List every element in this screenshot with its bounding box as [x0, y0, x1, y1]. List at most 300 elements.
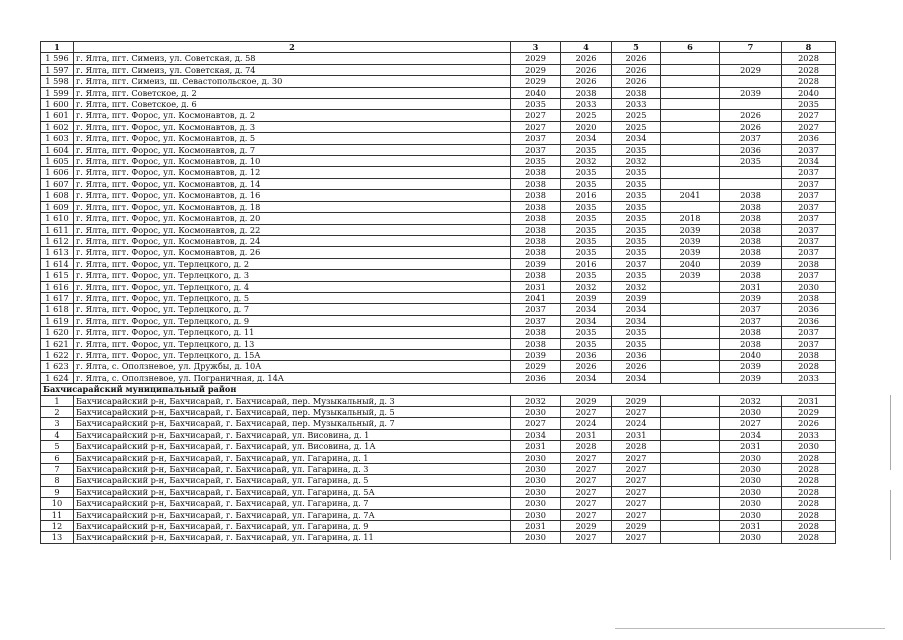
year-cell — [661, 372, 720, 383]
year-cell: 2033 — [561, 99, 612, 110]
section-title: Бахчисарайский муниципальный район — [41, 384, 836, 395]
year-cell: 2027 — [612, 509, 661, 520]
year-cell: 2026 — [612, 64, 661, 75]
address-cell: г. Ялта, пгт. Форос, ул. Терлецкого, д. 11 — [74, 327, 511, 338]
year-cell: 2028 — [782, 76, 836, 87]
year-cell: 2028 — [612, 441, 661, 452]
row-number-cell: 1 598 — [41, 76, 74, 87]
year-cell: 2033 — [782, 372, 836, 383]
year-cell: 2027 — [612, 498, 661, 509]
year-cell: 2027 — [612, 532, 661, 543]
year-cell: 2034 — [561, 315, 612, 326]
year-cell: 2025 — [612, 121, 661, 132]
address-cell: г. Ялта, пгт. Форос, ул. Терлецкого, д. 3 — [74, 270, 511, 281]
year-cell: 2034 — [561, 372, 612, 383]
address-cell: Бахчисарайский р-н, Бахчисарай, г. Бахчисарай, ул. Гагарина, д. 5 — [74, 475, 511, 486]
row-number-cell: 1 597 — [41, 64, 74, 75]
year-cell: 2026 — [612, 76, 661, 87]
row-number-cell: 1 616 — [41, 281, 74, 292]
year-cell — [661, 395, 720, 406]
row-number-cell: 1 611 — [41, 224, 74, 235]
year-cell — [661, 304, 720, 315]
table-row — [41, 395, 836, 406]
year-cell: 2028 — [782, 64, 836, 75]
year-cell: 2030 — [511, 407, 561, 418]
header-cell: 3 — [511, 42, 561, 53]
row-number-cell: 12 — [41, 521, 74, 532]
table-row — [41, 418, 836, 429]
table-row — [41, 349, 836, 360]
row-number-cell: 1 608 — [41, 190, 74, 201]
row-number-cell: 1 624 — [41, 372, 74, 383]
year-cell: 2027 — [511, 121, 561, 132]
table-row — [41, 201, 836, 212]
year-cell: 2026 — [720, 121, 782, 132]
header-cell: 5 — [612, 42, 661, 53]
year-cell: 2035 — [612, 167, 661, 178]
address-cell: г. Ялта, пгт. Советское, д. 6 — [74, 99, 511, 110]
row-number-cell: 8 — [41, 475, 74, 486]
year-cell: 2038 — [511, 338, 561, 349]
address-cell: Бахчисарайский р-н, Бахчисарай, г. Бахчисарай, ул. Гагарина, д. 9 — [74, 521, 511, 532]
year-cell — [661, 121, 720, 132]
row-number-cell: 1 618 — [41, 304, 74, 315]
year-cell: 2034 — [612, 304, 661, 315]
year-cell: 2030 — [720, 486, 782, 497]
year-cell: 2038 — [561, 87, 612, 98]
table-row — [41, 407, 836, 418]
address-cell: г. Ялта, пгт. Форос, ул. Терлецкого, д. 2 — [74, 258, 511, 269]
year-cell — [661, 407, 720, 418]
row-number-cell: 5 — [41, 441, 74, 452]
table-row — [41, 441, 836, 452]
year-cell: 2041 — [661, 190, 720, 201]
year-cell: 2034 — [511, 429, 561, 440]
year-cell: 2030 — [511, 475, 561, 486]
year-cell — [661, 178, 720, 189]
row-number-cell: 2 — [41, 407, 74, 418]
year-cell: 2018 — [661, 213, 720, 224]
year-cell: 2028 — [782, 475, 836, 486]
year-cell: 2027 — [612, 475, 661, 486]
year-cell: 2035 — [782, 99, 836, 110]
year-cell: 2038 — [720, 235, 782, 246]
table-row — [41, 327, 836, 338]
year-cell: 2030 — [511, 509, 561, 520]
table-row — [41, 315, 836, 326]
year-cell: 2038 — [720, 327, 782, 338]
row-number-cell: 6 — [41, 452, 74, 463]
year-cell: 2035 — [612, 224, 661, 235]
year-cell — [661, 315, 720, 326]
table-row — [41, 281, 836, 292]
year-cell: 2035 — [561, 247, 612, 258]
year-cell — [661, 521, 720, 532]
year-cell — [661, 498, 720, 509]
row-number-cell: 10 — [41, 498, 74, 509]
year-cell: 2036 — [720, 144, 782, 155]
address-cell: г. Ялта, пгт. Форос, ул. Космонавтов, д. 14 — [74, 178, 511, 189]
table-row — [41, 224, 836, 235]
year-cell: 2030 — [511, 452, 561, 463]
year-cell: 2035 — [612, 235, 661, 246]
row-number-cell: 13 — [41, 532, 74, 543]
table-row — [41, 235, 836, 246]
table-row — [41, 144, 836, 155]
year-cell: 2026 — [720, 110, 782, 121]
address-cell: Бахчисарайский р-н, Бахчисарай, г. Бахчисарай, ул. Гагарина, д. 7 — [74, 498, 511, 509]
table-row — [41, 213, 836, 224]
table-row — [41, 304, 836, 315]
table-section — [41, 384, 836, 395]
year-cell — [661, 144, 720, 155]
year-cell: 2032 — [561, 156, 612, 167]
address-cell: г. Ялта, пгт. Симеиз, ш. Севастопольское, д. 30 — [74, 76, 511, 87]
year-cell — [661, 110, 720, 121]
year-cell: 2027 — [612, 452, 661, 463]
year-cell: 2032 — [511, 395, 561, 406]
year-cell: 2025 — [561, 110, 612, 121]
table-row — [41, 464, 836, 475]
year-cell — [661, 486, 720, 497]
address-cell: г. Ялта, пгт. Форос, ул. Космонавтов, д. 12 — [74, 167, 511, 178]
year-cell: 2039 — [511, 258, 561, 269]
year-cell: 2030 — [720, 532, 782, 543]
address-cell: Бахчисарайский р-н, Бахчисарай, г. Бахчисарай, ул. Гагарина, д. 11 — [74, 532, 511, 543]
year-cell: 2030 — [511, 532, 561, 543]
year-cell: 2035 — [612, 338, 661, 349]
address-cell: Бахчисарайский р-н, Бахчисарай, г. Бахчисарай, пер. Музыкальный, д. 5 — [74, 407, 511, 418]
table-row — [41, 110, 836, 121]
year-cell: 2031 — [511, 521, 561, 532]
year-cell: 2029 — [612, 521, 661, 532]
address-cell: г. Ялта, пгт. Симеиз, ул. Советская, д. 58 — [74, 53, 511, 64]
year-cell: 2028 — [782, 452, 836, 463]
year-cell — [720, 99, 782, 110]
year-cell: 2031 — [561, 429, 612, 440]
table-row — [41, 53, 836, 64]
year-cell: 2037 — [782, 235, 836, 246]
year-cell: 2032 — [612, 156, 661, 167]
row-number-cell: 1 612 — [41, 235, 74, 246]
year-cell: 2039 — [612, 292, 661, 303]
year-cell: 2038 — [720, 224, 782, 235]
year-cell: 2034 — [782, 156, 836, 167]
year-cell: 2038 — [511, 201, 561, 212]
year-cell: 2028 — [782, 509, 836, 520]
year-cell — [661, 76, 720, 87]
row-number-cell: 9 — [41, 486, 74, 497]
year-cell: 2027 — [561, 498, 612, 509]
year-cell: 2035 — [511, 99, 561, 110]
year-cell: 2038 — [511, 327, 561, 338]
year-cell: 2037 — [720, 133, 782, 144]
table-body-yalta — [41, 53, 836, 384]
row-number-cell: 1 615 — [41, 270, 74, 281]
year-cell: 2028 — [782, 486, 836, 497]
year-cell: 2038 — [782, 292, 836, 303]
year-cell: 2035 — [561, 224, 612, 235]
year-cell — [720, 76, 782, 87]
year-cell: 2035 — [612, 327, 661, 338]
address-cell: Бахчисарайский р-н, Бахчисарай, г. Бахчисарай, ул. Гагарина, д. 3 — [74, 464, 511, 475]
year-cell: 2027 — [511, 110, 561, 121]
year-cell: 2040 — [782, 87, 836, 98]
scan-bottom-line — [615, 628, 885, 629]
year-cell: 2027 — [561, 475, 612, 486]
year-cell: 2037 — [511, 133, 561, 144]
year-cell — [661, 99, 720, 110]
header-cell: 6 — [661, 42, 720, 53]
year-cell: 2027 — [612, 486, 661, 497]
year-cell: 2031 — [720, 521, 782, 532]
year-cell: 2036 — [782, 133, 836, 144]
row-number-cell: 1 — [41, 395, 74, 406]
address-cell: г. Ялта, пгт. Форос, ул. Космонавтов, д. 16 — [74, 190, 511, 201]
year-cell: 2027 — [612, 464, 661, 475]
address-cell: г. Ялта, пгт. Форос, ул. Космонавтов, д. 5 — [74, 133, 511, 144]
row-number-cell: 1 619 — [41, 315, 74, 326]
address-cell: г. Ялта, пгт. Форос, ул. Космонавтов, д. 2 — [74, 110, 511, 121]
year-cell — [661, 441, 720, 452]
address-cell: г. Ялта, пгт. Форос, ул. Космонавтов, д. 7 — [74, 144, 511, 155]
year-cell: 2031 — [612, 429, 661, 440]
year-cell: 2024 — [612, 418, 661, 429]
table-row — [41, 87, 836, 98]
year-cell: 2035 — [612, 247, 661, 258]
year-cell: 2035 — [612, 213, 661, 224]
year-cell: 2028 — [782, 521, 836, 532]
address-cell: Бахчисарайский р-н, Бахчисарай, г. Бахчисарай, ул. Висовина, д. 1А — [74, 441, 511, 452]
year-cell: 2040 — [720, 349, 782, 360]
address-cell: г. Ялта, пгт. Форос, ул. Терлецкого, д. 15А — [74, 349, 511, 360]
year-cell: 2029 — [782, 407, 836, 418]
year-cell: 2030 — [511, 486, 561, 497]
row-number-cell: 1 622 — [41, 349, 74, 360]
section-row — [41, 384, 836, 395]
table-row — [41, 247, 836, 258]
year-cell: 2037 — [511, 315, 561, 326]
year-cell — [661, 133, 720, 144]
year-cell: 2038 — [511, 247, 561, 258]
row-number-cell: 11 — [41, 509, 74, 520]
row-number-cell: 1 607 — [41, 178, 74, 189]
year-cell: 2034 — [561, 304, 612, 315]
address-cell: г. Ялта, пгт. Форос, ул. Космонавтов, д. 3 — [74, 121, 511, 132]
year-cell — [661, 532, 720, 543]
year-cell: 2030 — [720, 509, 782, 520]
year-cell: 2030 — [720, 475, 782, 486]
address-cell: г. Ялта, пгт. Советское, д. 2 — [74, 87, 511, 98]
table-row — [41, 521, 836, 532]
year-cell — [661, 464, 720, 475]
year-cell: 2037 — [782, 213, 836, 224]
year-cell: 2034 — [612, 372, 661, 383]
year-cell: 2039 — [661, 224, 720, 235]
table-row — [41, 361, 836, 372]
year-cell: 2032 — [561, 281, 612, 292]
row-number-cell: 4 — [41, 429, 74, 440]
table-row — [41, 532, 836, 543]
year-cell: 2031 — [511, 441, 561, 452]
year-cell: 2028 — [561, 441, 612, 452]
year-cell: 2038 — [720, 338, 782, 349]
year-cell: 2037 — [782, 201, 836, 212]
year-cell: 2016 — [561, 190, 612, 201]
row-number-cell: 1 621 — [41, 338, 74, 349]
year-cell — [661, 509, 720, 520]
year-cell — [661, 167, 720, 178]
row-number-cell: 1 599 — [41, 87, 74, 98]
year-cell: 2027 — [561, 532, 612, 543]
year-cell: 2035 — [612, 144, 661, 155]
year-cell: 2036 — [782, 304, 836, 315]
year-cell: 2030 — [511, 498, 561, 509]
year-cell: 2031 — [782, 395, 836, 406]
year-cell: 2029 — [511, 76, 561, 87]
year-cell — [661, 418, 720, 429]
year-cell — [661, 361, 720, 372]
year-cell: 2039 — [661, 235, 720, 246]
year-cell: 2037 — [612, 258, 661, 269]
schedule-table — [40, 41, 836, 544]
year-cell — [661, 292, 720, 303]
year-cell: 2033 — [782, 429, 836, 440]
year-cell: 2032 — [612, 281, 661, 292]
year-cell: 2034 — [720, 429, 782, 440]
year-cell: 2032 — [720, 395, 782, 406]
year-cell: 2038 — [511, 235, 561, 246]
year-cell — [661, 281, 720, 292]
year-cell: 2038 — [720, 213, 782, 224]
year-cell: 2035 — [561, 270, 612, 281]
row-number-cell: 1 606 — [41, 167, 74, 178]
year-cell: 2029 — [561, 395, 612, 406]
row-number-cell: 7 — [41, 464, 74, 475]
header-cell: 2 — [74, 42, 511, 53]
year-cell: 2026 — [561, 53, 612, 64]
year-cell: 2027 — [561, 407, 612, 418]
year-cell: 2031 — [511, 281, 561, 292]
row-number-cell: 1 596 — [41, 53, 74, 64]
address-cell: Бахчисарайский р-н, Бахчисарай, г. Бахчисарай, ул. Висовина, д. 1 — [74, 429, 511, 440]
year-cell: 2035 — [561, 178, 612, 189]
year-cell: 2027 — [561, 452, 612, 463]
year-cell: 2037 — [511, 144, 561, 155]
row-number-cell: 1 604 — [41, 144, 74, 155]
year-cell: 2038 — [612, 87, 661, 98]
year-cell: 2035 — [511, 156, 561, 167]
year-cell: 2038 — [720, 190, 782, 201]
year-cell: 2040 — [661, 258, 720, 269]
year-cell: 2037 — [782, 224, 836, 235]
year-cell: 2037 — [782, 144, 836, 155]
year-cell: 2038 — [720, 247, 782, 258]
table-row — [41, 486, 836, 497]
address-cell: г. Ялта, пгт. Форос, ул. Космонавтов, д. 26 — [74, 247, 511, 258]
year-cell: 2030 — [720, 464, 782, 475]
header-row — [41, 42, 836, 53]
year-cell: 2027 — [612, 407, 661, 418]
year-cell — [661, 429, 720, 440]
row-number-cell: 1 602 — [41, 121, 74, 132]
year-cell: 2038 — [511, 270, 561, 281]
year-cell: 2031 — [720, 281, 782, 292]
table-row — [41, 338, 836, 349]
table-row — [41, 190, 836, 201]
row-number-cell: 1 601 — [41, 110, 74, 121]
year-cell: 2035 — [612, 270, 661, 281]
year-cell: 2026 — [561, 76, 612, 87]
address-cell: г. Ялта, пгт. Симеиз, ул. Советская, д. 74 — [74, 64, 511, 75]
year-cell — [661, 53, 720, 64]
address-cell: г. Ялта, пгт. Форос, ул. Терлецкого, д. 7 — [74, 304, 511, 315]
header-cell: 7 — [720, 42, 782, 53]
year-cell: 2035 — [612, 201, 661, 212]
year-cell: 2035 — [561, 167, 612, 178]
year-cell: 2030 — [720, 407, 782, 418]
year-cell: 2039 — [720, 87, 782, 98]
year-cell: 2040 — [511, 87, 561, 98]
address-cell: г. Ялта, пгт. Форос, ул. Терлецкого, д. 5 — [74, 292, 511, 303]
year-cell: 2027 — [782, 121, 836, 132]
year-cell: 2039 — [720, 292, 782, 303]
year-cell: 2039 — [561, 292, 612, 303]
year-cell — [661, 64, 720, 75]
year-cell: 2039 — [720, 372, 782, 383]
year-cell: 2033 — [612, 99, 661, 110]
address-cell: Бахчисарайский р-н, Бахчисарай, г. Бахчисарай, ул. Гагарина, д. 7А — [74, 509, 511, 520]
year-cell: 2035 — [561, 201, 612, 212]
row-number-cell: 1 609 — [41, 201, 74, 212]
address-cell: г. Ялта, с. Оползневое, ул. Пограничная, д. 14А — [74, 372, 511, 383]
table-row — [41, 121, 836, 132]
year-cell — [720, 178, 782, 189]
year-cell: 2037 — [782, 338, 836, 349]
year-cell: 2035 — [561, 338, 612, 349]
year-cell: 2036 — [782, 315, 836, 326]
year-cell: 2039 — [661, 270, 720, 281]
table-row — [41, 475, 836, 486]
year-cell: 2028 — [782, 53, 836, 64]
address-cell: Бахчисарайский р-н, Бахчисарай, г. Бахчисарай, пер. Музыкальный, д. 7 — [74, 418, 511, 429]
row-number-cell: 1 603 — [41, 133, 74, 144]
row-number-cell: 1 620 — [41, 327, 74, 338]
table-row — [41, 372, 836, 383]
table-row — [41, 64, 836, 75]
year-cell: 2029 — [561, 521, 612, 532]
year-cell: 2027 — [511, 418, 561, 429]
year-cell: 2030 — [782, 281, 836, 292]
table-row — [41, 498, 836, 509]
year-cell: 2037 — [782, 190, 836, 201]
table-body-bakhchisaray — [41, 395, 836, 543]
year-cell: 2029 — [511, 361, 561, 372]
row-number-cell: 1 600 — [41, 99, 74, 110]
row-number-cell: 1 617 — [41, 292, 74, 303]
address-cell: Бахчисарайский р-н, Бахчисарай, г. Бахчисарай, ул. Гагарина, д. 5А — [74, 486, 511, 497]
year-cell: 2037 — [720, 315, 782, 326]
year-cell: 2035 — [561, 144, 612, 155]
year-cell: 2028 — [782, 361, 836, 372]
year-cell: 2030 — [782, 441, 836, 452]
year-cell: 2038 — [720, 270, 782, 281]
row-number-cell: 1 623 — [41, 361, 74, 372]
table-row — [41, 509, 836, 520]
year-cell: 2028 — [782, 498, 836, 509]
row-number-cell: 1 605 — [41, 156, 74, 167]
year-cell: 2038 — [511, 224, 561, 235]
